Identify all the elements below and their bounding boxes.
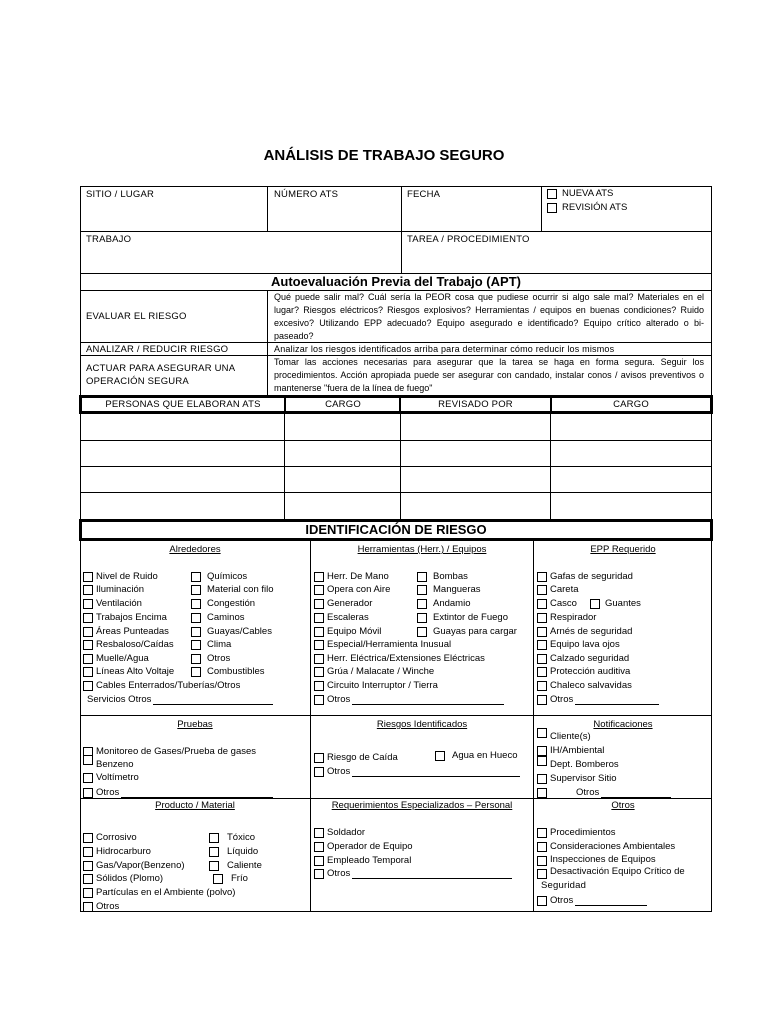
checkbox-arnes[interactable]: Arnés de seguridad <box>537 626 632 637</box>
checkbox-bombas[interactable]: Bombas <box>417 571 468 582</box>
checkbox-icon <box>547 203 557 213</box>
producto-header: Producto / Material <box>155 800 235 811</box>
checkbox-monitoreo-gases[interactable]: Monitoreo de Gases/Prueba de gases <box>83 746 256 757</box>
checkbox-corrosivo[interactable]: Corrosivo <box>83 832 137 843</box>
checkbox-circuito[interactable]: Circuito Interruptor / Tierra <box>314 680 438 691</box>
checkbox-equipo-movil[interactable]: Equipo Móvil <box>314 626 381 637</box>
checkbox-guayas-cables[interactable]: Guayas/Cables <box>191 626 272 637</box>
checkbox-otros-epp[interactable]: Otros <box>537 694 659 705</box>
checkbox-chaleco[interactable]: Chaleco salvavidas <box>537 680 632 691</box>
checkbox-otros-requerimientos[interactable]: Otros <box>314 868 512 879</box>
fecha-label: FECHA <box>407 189 441 200</box>
checkbox-ih-ambiental[interactable]: IH/Ambiental <box>537 745 604 756</box>
checkbox-extintor[interactable]: Extintor de Fuego <box>417 612 508 623</box>
checkbox-andamio[interactable]: Andamio <box>417 598 471 609</box>
personas-col-3: REVISADO POR <box>438 399 513 410</box>
checkbox-otros-alrededores[interactable]: Otros <box>191 653 230 664</box>
checkbox-escaleras[interactable]: Escaleras <box>314 612 369 623</box>
checkbox-resbaloso[interactable]: Resbaloso/Caídas <box>83 639 174 650</box>
checkbox-otros-herramientas[interactable]: Otros <box>314 694 504 705</box>
personas-col-1: PERSONAS QUE ELABORAN ATS <box>105 399 261 410</box>
apt-title: Autoevaluación Previa del Trabajo (APT) <box>271 274 521 289</box>
checkbox-inspecciones[interactable]: Inspecciones de Equipos <box>537 855 656 866</box>
checkbox-particulas[interactable]: Partículas en el Ambiente (polvo) <box>83 887 235 898</box>
checkbox-supervisor[interactable]: Supervisor Sitio <box>537 773 617 784</box>
divider <box>401 186 402 273</box>
divider <box>541 186 542 231</box>
checkbox-congestion[interactable]: Congestión <box>191 598 255 609</box>
personas-col-4: CARGO <box>613 399 649 410</box>
checkbox-ventilacion[interactable]: Ventilación <box>83 598 142 609</box>
trabajo-label: TRABAJO <box>86 234 132 245</box>
analizar-text: Analizar los riesgos identificados arriba para determinar cómo reducir los mismos <box>274 344 615 354</box>
checkbox-lava-ojos[interactable]: Equipo lava ojos <box>537 639 620 650</box>
checkbox-desactivacion[interactable]: Desactivación Equipo Crítico de <box>537 868 685 879</box>
checkbox-icon <box>547 189 557 199</box>
divider <box>267 186 268 231</box>
checkbox-herramienta-inusual[interactable]: Especial/Herramienta Inusual <box>314 639 451 650</box>
checkbox-hidrocarburo[interactable]: Hidrocarburo <box>83 846 151 857</box>
divider <box>267 290 268 396</box>
checkbox-muelle[interactable]: Muelle/Agua <box>83 653 149 664</box>
checkbox-empleado-temporal[interactable]: Empleado Temporal <box>314 855 411 866</box>
checkbox-otros-notificaciones[interactable]: Otros <box>537 787 671 798</box>
checkbox-caliente[interactable]: Caliente <box>209 860 262 871</box>
alrededores-header: Alrededores <box>169 544 221 555</box>
table-row-line <box>80 440 712 441</box>
divider <box>400 396 401 522</box>
epp-header: EPP Requerido <box>590 544 656 555</box>
checkbox-operador-equipo[interactable]: Operador de Equipo <box>314 841 413 852</box>
checkbox-lineas-alto-voltaje[interactable]: Líneas Alto Voltaje <box>83 666 174 677</box>
divider <box>80 798 712 799</box>
checkbox-otros-riesgos[interactable]: Otros <box>314 766 520 777</box>
checkbox-casco[interactable]: Casco <box>537 598 577 609</box>
evaluar-riesgo-label: EVALUAR EL RIESGO <box>86 311 187 322</box>
checkbox-calzado[interactable]: Calzado seguridad <box>537 653 629 664</box>
checkbox-gas-vapor[interactable]: Gas/Vapor(Benzeno) <box>83 860 185 871</box>
checkbox-cables-enterrados[interactable]: Cables Enterrados/Tuberías/Otros <box>83 680 240 691</box>
herramientas-header: Herramientas (Herr.) / Equipos <box>357 544 487 555</box>
checkbox-iluminacion[interactable]: Iluminación <box>83 584 144 595</box>
otros-header: Otros <box>611 800 635 811</box>
riesgos-header: Riesgos Identificados <box>376 719 468 730</box>
checkbox-quimicos[interactable]: Químicos <box>191 571 247 582</box>
checkbox-gafas[interactable]: Gafas de seguridad <box>537 571 633 582</box>
divider <box>80 231 712 232</box>
checkbox-soldador[interactable]: Soldador <box>314 827 365 838</box>
checkbox-grua[interactable]: Grúa / Malacate / Winche <box>314 666 434 677</box>
checkbox-generador[interactable]: Generador <box>314 598 372 609</box>
checkbox-benzeno[interactable]: Benzeno <box>83 754 134 765</box>
checkbox-bomberos[interactable]: Dept. Bomberos <box>537 755 619 766</box>
checkbox-agua-hueco[interactable]: Agua en Hueco <box>435 750 518 761</box>
checkbox-consideraciones[interactable]: Consideraciones Ambientales <box>537 841 675 852</box>
checkbox-otros-producto[interactable]: Otros <box>83 901 271 912</box>
actuar-text: Tomar las acciones necesarias para asegurar que la tarea se haga en forma segura. Seguir los procedimientos. Acción apropiada puede ser asegurar con candado, instalar conos / avisos preventivos o mantenerse "fuera de la línea de fuego" <box>274 357 704 393</box>
divider <box>80 715 712 716</box>
checkbox-solidos[interactable]: Sólidos (Plomo) <box>83 873 163 884</box>
identificacion-title: IDENTIFICACIÓN DE RIESGO <box>305 522 487 537</box>
checkbox-combustibles[interactable]: Combustibles <box>191 666 265 677</box>
checkbox-herr-electrica[interactable]: Herr. Eléctrica/Extensiones Eléctricas <box>314 653 485 664</box>
servicios-otros-field[interactable]: Servicios Otros <box>87 694 273 705</box>
checkbox-otros-pruebas[interactable]: Otros <box>83 787 273 798</box>
evaluar-riesgo-text: Qué puede salir mal? Cuál sería la PEOR cosa que pudiese ocurrir si algo sale mal? Materiales en el lugar? Riesgos eléctricos? Riesgos explosivos? Herramientas / equipos en buenas condiciones? Ruido excesivo? Utilizando EPP adecuado? Equipo asegurado e identificado? Equipo crítico alterado o bi-paseado? <box>274 292 704 341</box>
table-row-line <box>80 492 712 493</box>
checkbox-liquido[interactable]: Líquido <box>209 846 258 857</box>
page-title: ANÁLISIS DE TRABAJO SEGURO <box>263 147 505 164</box>
checkbox-riesgo-caida[interactable]: Riesgo de Caída <box>314 752 398 763</box>
divider <box>284 396 285 522</box>
nueva-ats-checkbox[interactable]: NUEVA ATS <box>547 188 613 199</box>
checkbox-caminos[interactable]: Caminos <box>191 612 245 623</box>
checkbox-material-filo[interactable]: Material con filo <box>191 584 274 595</box>
tarea-label: TAREA / PROCEDIMIENTO <box>407 234 530 245</box>
checkbox-clima[interactable]: Clima <box>191 639 231 650</box>
numero-ats-label: NÚMERO ATS <box>274 189 339 200</box>
divider <box>550 396 551 522</box>
checkbox-toxico[interactable]: Tóxico <box>209 832 255 843</box>
checkbox-guantes[interactable]: Guantes <box>590 598 641 609</box>
checkbox-mangueras[interactable]: Mangueras <box>417 584 481 595</box>
checkbox-otros-otros[interactable]: Otros <box>537 895 647 906</box>
checkbox-herr-mano[interactable]: Herr. De Mano <box>314 571 389 582</box>
seguridad-label: Seguridad <box>541 880 587 891</box>
checkbox-trabajos-encima[interactable]: Trabajos Encima <box>83 612 167 623</box>
sitio-label: SITIO / LUGAR <box>86 189 155 200</box>
checkbox-frio[interactable]: Frío <box>213 873 248 884</box>
checkbox-guayas-cargar[interactable]: Guayas para cargar <box>417 626 517 637</box>
notificaciones-header: Notificaciones <box>593 719 653 730</box>
actuar-label-1: ACTUAR PARA ASEGURAR UNA <box>86 363 236 374</box>
checkbox-procedimientos[interactable]: Procedimientos <box>537 827 615 838</box>
analizar-label: ANALIZAR / REDUCIR RIESGO <box>86 344 229 355</box>
pruebas-header: Pruebas <box>177 719 213 730</box>
personas-col-2: CARGO <box>325 399 361 410</box>
checkbox-nivel-ruido[interactable]: Nivel de Ruido <box>83 571 158 582</box>
checkbox-opera-aire[interactable]: Opera con Aire <box>314 584 390 595</box>
checkbox-voltimetro[interactable]: Voltímetro <box>83 772 139 783</box>
checkbox-cliente[interactable]: Cliente(s) <box>537 727 591 738</box>
requerimientos-header: Requerimientos Especializados – Personal <box>331 800 513 811</box>
checkbox-areas-punteadas[interactable]: Áreas Punteadas <box>83 626 169 637</box>
checkbox-proteccion-auditiva[interactable]: Protección auditiva <box>537 666 630 677</box>
checkbox-respirador[interactable]: Respirador <box>537 612 596 623</box>
table-row-line <box>80 466 712 467</box>
actuar-label-2: OPERACIÓN SEGURA <box>86 376 189 387</box>
checkbox-careta[interactable]: Careta <box>537 584 579 595</box>
revision-ats-checkbox[interactable]: REVISIÓN ATS <box>547 202 627 213</box>
